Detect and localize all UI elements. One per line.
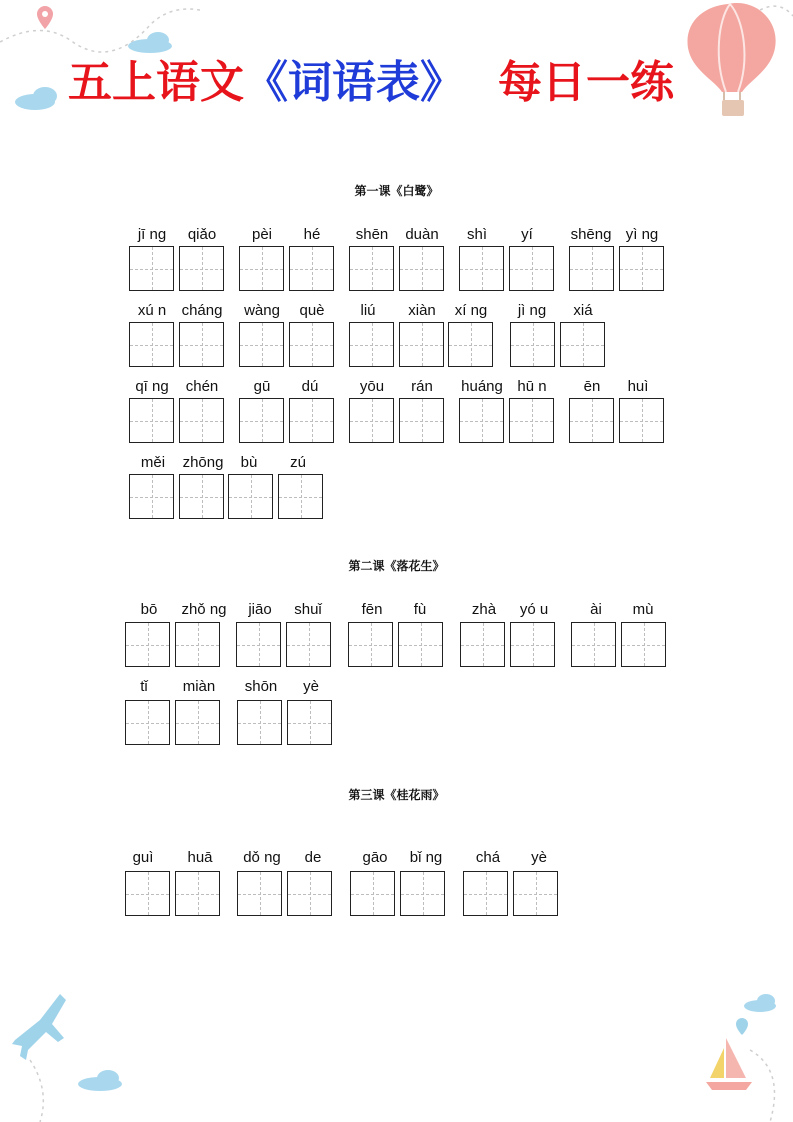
dotted-flight-path [750,1050,775,1122]
pinyin: shēng [570,226,612,243]
lesson-3-heading: 第三课《桂花雨》 [348,788,445,802]
lesson-1-heading: 第一课《白鹭》 [354,184,439,198]
writing-box[interactable] [289,398,334,443]
pinyin: tǐ [140,678,148,695]
writing-box[interactable] [571,622,616,667]
writing-box[interactable] [125,622,170,667]
writing-box[interactable] [228,474,273,519]
writing-box[interactable] [289,322,334,367]
writing-box[interactable] [179,322,224,367]
sailboat-icon [706,1038,752,1090]
writing-box[interactable] [239,398,284,443]
pinyin: mù [632,601,654,618]
writing-box[interactable] [175,622,220,667]
writing-box[interactable] [399,246,444,291]
writing-box[interactable] [175,871,220,916]
airplane-icon [12,994,66,1060]
writing-box[interactable] [129,246,174,291]
writing-box[interactable] [509,398,554,443]
writing-box[interactable] [510,622,555,667]
writing-box[interactable] [560,322,605,367]
title-part-vocab: 《词语表》 [244,57,464,108]
bottom-right-decoration [690,990,793,1122]
writing-box[interactable] [239,246,284,291]
pinyin: qiǎo [187,226,217,243]
pinyin: ài [590,601,602,618]
writing-box[interactable] [349,322,394,367]
writing-box[interactable] [129,474,174,519]
writing-box[interactable] [350,871,395,916]
pinyin: yó u [519,601,549,618]
pinyin: miàn [182,678,216,695]
writing-box[interactable] [278,474,323,519]
writing-box[interactable] [287,871,332,916]
writing-box[interactable] [400,871,445,916]
writing-box[interactable] [459,398,504,443]
pinyin: duàn [405,226,439,243]
pinyin: yè [303,678,319,695]
pinyin: què [299,302,325,319]
pinyin: chá [475,849,501,866]
pinyin: zhōng [182,454,224,471]
pinyin: fēn [361,601,383,618]
pinyin: dú [301,378,319,395]
pinyin: hū n [517,378,547,395]
pinyin: huì [627,378,649,395]
pinyin: de [304,849,322,866]
pinyin: liú [360,302,376,319]
writing-box[interactable] [349,246,394,291]
pinyin: qī ng [135,378,169,395]
writing-box[interactable] [179,246,224,291]
pinyin: chén [185,378,219,395]
pinyin: xiá [573,302,593,319]
cloud-icon [78,1070,122,1091]
pinyin: yì ng [625,226,659,243]
title-part-grade: 五上语文 [68,57,244,108]
pinyin: bō [140,601,158,618]
writing-box[interactable] [399,398,444,443]
writing-box[interactable] [569,398,614,443]
writing-box[interactable] [569,246,614,291]
writing-box[interactable] [129,322,174,367]
writing-box[interactable] [287,700,332,745]
map-pin-icon [37,6,53,29]
writing-box[interactable] [286,622,331,667]
pinyin: shēn [355,226,389,243]
pinyin: xiàn [408,302,436,319]
pinyin: yí [521,226,533,243]
pinyin: guì [132,849,154,866]
pinyin: gāo [362,849,388,866]
writing-box[interactable] [463,871,508,916]
writing-box[interactable] [239,322,284,367]
writing-box[interactable] [125,871,170,916]
pinyin: zhà [471,601,497,618]
pinyin: hé [303,226,321,243]
pinyin: ēn [583,378,601,395]
pinyin: měi [140,454,166,471]
writing-box[interactable] [179,398,224,443]
writing-box[interactable] [448,322,493,367]
title-part-daily: 每日一练 [498,57,674,108]
page-title [68,52,728,114]
pinyin: dǒ ng [243,849,281,866]
pinyin: rán [411,378,433,395]
cloud-icon [744,994,776,1012]
pinyin: yè [531,849,547,866]
map-pin-icon [736,1018,748,1035]
pinyin: bǐ ng [409,849,443,866]
writing-box[interactable] [289,246,334,291]
pinyin: bù [240,454,258,471]
pinyin: shōn [244,678,278,695]
pinyin: fù [413,601,427,618]
writing-box[interactable] [398,622,443,667]
writing-box[interactable] [236,622,281,667]
writing-box[interactable] [175,700,220,745]
writing-box[interactable] [459,246,504,291]
pinyin: shuǐ [294,601,322,618]
writing-box[interactable] [621,622,666,667]
pinyin: wàng [244,302,280,319]
writing-box[interactable] [129,398,174,443]
pinyin: shì [466,226,487,243]
pinyin: jì ng [517,302,547,319]
pinyin: huā [187,849,213,866]
lesson-2-heading: 第二课《落花生》 [348,559,445,573]
dotted-flight-path [30,1060,43,1122]
writing-box[interactable] [237,700,282,745]
bottom-left-decoration [0,980,200,1122]
writing-box[interactable] [349,398,394,443]
pinyin: pèi [251,226,273,243]
writing-box[interactable] [619,246,664,291]
pinyin: zú [290,454,306,471]
writing-box[interactable] [460,622,505,667]
pinyin: yōu [359,378,385,395]
writing-box[interactable] [399,322,444,367]
writing-box[interactable] [513,871,558,916]
pinyin: xú n [137,302,167,319]
writing-box[interactable] [125,700,170,745]
writing-box[interactable] [510,322,555,367]
writing-box[interactable] [237,871,282,916]
pinyin: zhǒ ng [181,601,227,618]
pinyin: gū [253,378,271,395]
writing-box[interactable] [179,474,224,519]
writing-box[interactable] [509,246,554,291]
pinyin: xí ng [454,302,488,319]
pinyin: cháng [181,302,223,319]
pinyin: jī ng [137,226,167,243]
writing-box[interactable] [619,398,664,443]
pinyin: huáng [461,378,503,395]
writing-box[interactable] [348,622,393,667]
pinyin: jiāo [248,601,272,618]
